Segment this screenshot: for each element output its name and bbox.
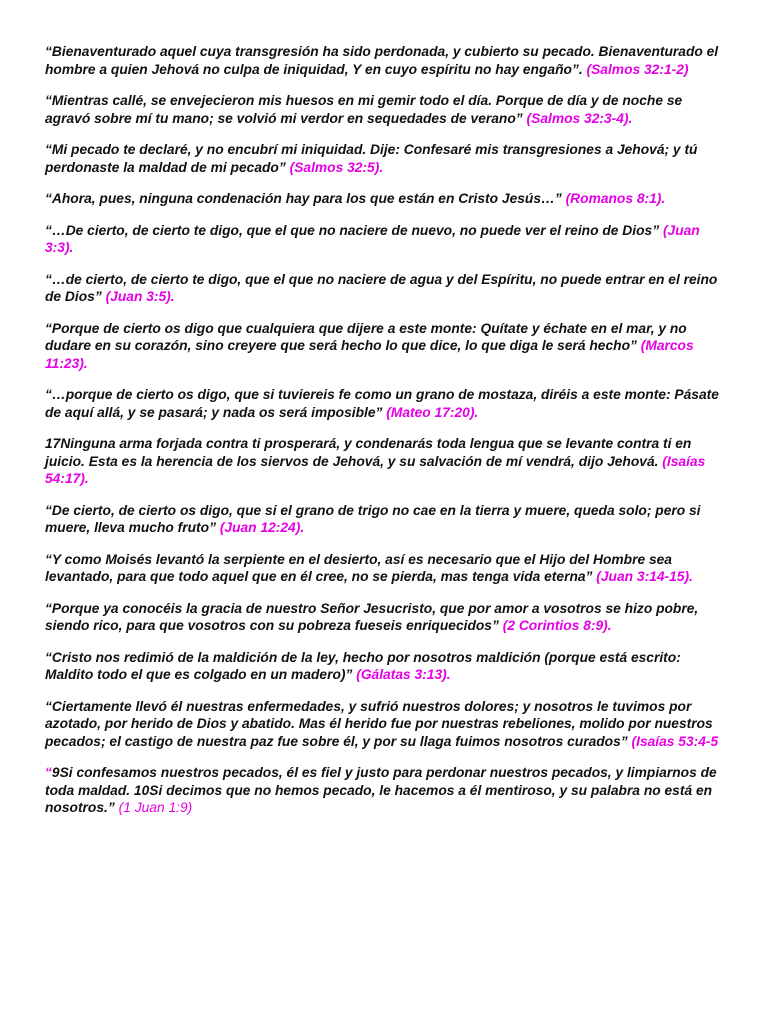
- verse-marcos-11-23: [45, 320, 725, 373]
- verse-text: “…de cierto, de cierto te digo, que el que no naciere de agua y del Espíritu, no puede entrar en el reino de Dios”: [45, 271, 718, 304]
- verse-reference: (Juan 3:14-15).: [596, 569, 693, 584]
- verse-reference: (Isaías 54:17).: [45, 453, 706, 486]
- verse-juan-3-3: [45, 222, 725, 257]
- verse-juan-12-24: [45, 502, 725, 537]
- verse-reference: (Salmos 32:3-4).: [526, 110, 633, 126]
- verse-text: 17Ninguna arma forjada contra ti prosperará, y condenarás toda lengua que se levante contra ti en juicio. Esta es la herencia de los siervos de Jehová, y su salvación de mí vendrá, dijo Jehová.: [45, 436, 692, 469]
- verse-reference: (Juan 3:5).: [105, 289, 175, 304]
- verse-text: “Porque ya conocéis la gracia de nuestro Señor Jesucristo, que por amor a vosotros se hizo pobre, siendo rico, para que vosotros con su pobreza fueseis enriquecidos”: [45, 600, 699, 633]
- verse-salmos-32-3-4: [45, 92, 725, 127]
- verse-isaias-54-17: [45, 435, 725, 488]
- verse-juan-3-5: [45, 271, 725, 306]
- verse-2-corintios-8-9: [45, 600, 725, 635]
- verse-reference: (1 Juan 1:9): [118, 800, 193, 815]
- verse-galatas-3-13: [45, 649, 725, 684]
- verse-reference: (Salmos 32:1-2): [586, 61, 689, 77]
- verse-text: “Mientras callé, se envejecieron mis huesos en mi gemir todo el día. Porque de día y de noche se agravó sobre mí tu mano; se volvió mi verdor en sequedades de verano”: [45, 93, 683, 126]
- verse-text: “Ciertamente llevó él nuestras enfermedades, y sufrió nuestros dolores; y nosotros le tuvimos por azotado, por herido de Dios y abatido. Mas él herido fue por nuestras rebeliones, molido por nuestros pecados; el castigo de nuestra paz fue sobre él, y por su llaga fuimos nosotros curados”: [45, 698, 713, 749]
- verse-text: “Porque de cierto os digo que cualquiera que dijere a este monte: Quítate y échate en el mar, y no dudare en su corazón, sino creyere que será hecho lo que dice, lo que diga le será hecho”: [45, 320, 687, 353]
- verse-text: “Bienaventurado aquel cuya transgresión ha sido perdonada, y cubierto su pecado. Bienaventurado el hombre a quien Jehová no culpa de iniquidad, Y en cuyo espíritu no hay engaño”.: [45, 44, 719, 77]
- verse-reference: (Gálatas 3:13).: [356, 667, 451, 682]
- verse-opening-quote: “: [45, 765, 52, 780]
- verse-text: “Y como Moisés levantó la serpiente en el desierto, así es necesario que el Hijo del Hombre sea levantado, para que todo aquel que en él cree, no se pierda, mas tenga vida eterna”: [45, 551, 672, 584]
- verse-reference: (Salmos 32:5).: [289, 159, 384, 175]
- verse-reference: (Marcos 11:23).: [45, 338, 694, 371]
- verse-isaias-53-4-5: [45, 698, 725, 751]
- verse-romanos-8-1: [45, 190, 725, 208]
- verse-juan-3-14-15: [45, 551, 725, 586]
- verse-salmos-32-1-2: [45, 43, 725, 78]
- verse-reference: (2 Corintios 8:9).: [502, 618, 612, 633]
- verse-1-juan-1-9: [45, 764, 725, 817]
- verse-reference: (Juan 12:24).: [219, 520, 305, 535]
- verse-salmos-32-5: [45, 141, 725, 176]
- verse-text: “Mi pecado te declaré, y no encubrí mi iniquidad. Dije: Confesaré mis transgresiones a Jehová; y tú perdonaste la maldad de mi pecado”: [45, 142, 698, 175]
- verse-text: 9Si confesamos nuestros pecados, él es fiel y justo para perdonar nuestros pecados, y limpiarnos de toda maldad. 10Si decimos que no hemos pecado, le hacemos a él mentiroso, y su palabra no está en nosotros.”: [45, 765, 717, 815]
- verse-text: “…porque de cierto os digo, que si tuviereis fe como un grano de mostaza, diréis a este monte: Pásate de aquí allá, y se pasará; y nada os será imposible”: [45, 387, 719, 420]
- verse-text: “Cristo nos redimió de la maldición de la ley, hecho por nosotros maldición (porque está escrito: Maldito todo el que es colgado en un madero)”: [45, 649, 681, 682]
- document-page: [45, 43, 725, 831]
- verse-reference: (Mateo 17:20).: [386, 404, 479, 420]
- verse-text: “…De cierto, de cierto te digo, que el que no naciere de nuevo, no puede ver el reino de Dios”: [45, 222, 663, 238]
- verse-reference: (Romanos 8:1).: [565, 191, 666, 206]
- verse-text: “De cierto, de cierto os digo, que si el grano de trigo no cae en la tierra y muere, queda solo; pero si muere, lleva mucho fruto”: [45, 502, 701, 535]
- verse-reference: (Isaías 53:4-5: [631, 733, 719, 749]
- verse-reference: (Juan 3:3).: [45, 222, 700, 255]
- verse-text: “Ahora, pues, ninguna condenación hay para los que están en Cristo Jesús…”: [45, 191, 566, 206]
- verse-mateo-17-20: [45, 386, 725, 421]
